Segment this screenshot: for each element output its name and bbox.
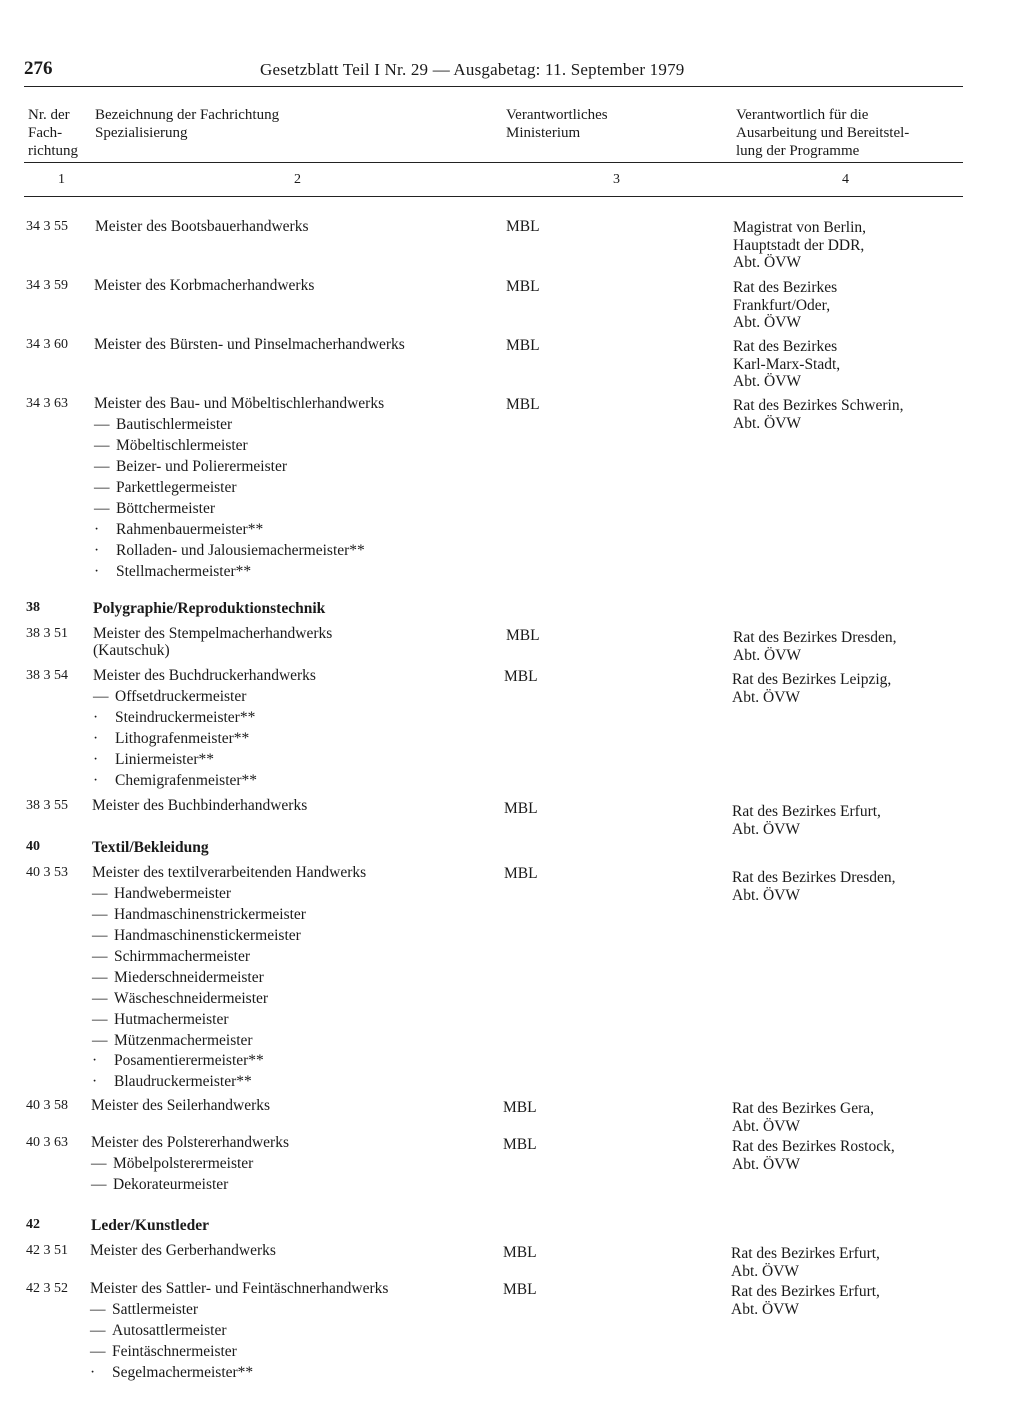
specialization-label: Stellmachermeister**	[116, 563, 252, 580]
bullet-mark: —	[90, 1301, 106, 1318]
specialization-label: Segelmachermeister**	[112, 1364, 254, 1381]
specialization-label: Posamentierermeister**	[114, 1052, 264, 1069]
specialization-label: Handmaschinenstrickermeister	[114, 906, 306, 923]
row-responsible	[733, 397, 903, 432]
column-header-2	[95, 106, 475, 142]
row-ministry: MBL	[506, 278, 540, 295]
specialization-label: Beizer- und Polierermeister	[116, 458, 287, 475]
column-header-1-line: Fach-	[28, 125, 63, 141]
row-title: Meister des Bootsbauerhandwerks	[95, 218, 309, 235]
bullet-mark: —	[92, 948, 108, 965]
row-number: 34 3 55	[26, 219, 68, 234]
bullet-mark: —	[90, 1322, 106, 1339]
responsible-line: Abt. ÖVW	[732, 688, 801, 706]
specialization-item	[93, 730, 249, 748]
bullet-mark: —	[92, 969, 108, 986]
responsible-line: Rat des Bezirkes Erfurt,	[732, 803, 881, 820]
specialization-item	[90, 1301, 198, 1319]
row-number: 40 3 63	[26, 1135, 68, 1150]
responsible-line: Rat des Bezirkes Dresden,	[732, 869, 896, 886]
row-responsible	[732, 869, 896, 904]
row-responsible	[732, 671, 891, 706]
responsible-line: Rat des Bezirkes	[733, 338, 838, 355]
row-ministry: MBL	[503, 1099, 537, 1116]
row-responsible	[732, 1138, 895, 1173]
specialization-label: Handwebermeister	[114, 885, 232, 902]
bullet-mark: —	[92, 885, 108, 902]
column-header-rule	[24, 162, 963, 163]
row-number: 34 3 60	[26, 337, 68, 352]
specialization-item	[94, 563, 251, 581]
section-title: Leder/Kunstleder	[91, 1217, 209, 1234]
column-number-3: 3	[613, 172, 620, 187]
specialization-item	[92, 1032, 253, 1050]
row-number: 34 3 59	[26, 278, 68, 293]
bullet-mark: —	[92, 990, 108, 1007]
bullet-mark: —	[92, 906, 108, 923]
row-number: 40 3 53	[26, 865, 68, 880]
specialization-label: Wäscheschneidermeister	[114, 990, 269, 1007]
responsible-line: Abt. ÖVW	[733, 314, 802, 331]
bullet-mark: ·	[93, 709, 99, 726]
column-number-rule	[24, 196, 963, 197]
responsible-line: Abt. ÖVW	[733, 414, 802, 432]
specialization-item	[92, 927, 301, 945]
bullet-mark: —	[92, 927, 108, 944]
row-ministry: MBL	[503, 1136, 537, 1153]
specialization-label: Möbeltischlermeister	[116, 437, 248, 454]
specialization-label: Blaudruckermeister**	[114, 1073, 252, 1090]
bullet-mark: ·	[93, 772, 99, 789]
page-number: 276	[24, 58, 53, 79]
specialization-label: Böttchermeister	[116, 500, 215, 517]
specialization-item	[92, 906, 306, 924]
column-header-1	[28, 106, 94, 160]
row-title: Meister des Buchbinderhandwerks	[92, 797, 308, 814]
row-title: Meister des Korbmacherhandwerks	[94, 277, 315, 294]
column-header-4-line: Ausarbeitung und Bereitstel-	[736, 125, 910, 141]
responsible-line: Magistrat von Berlin,	[733, 219, 867, 236]
row-title: Meister des Polstererhandwerks	[91, 1134, 290, 1151]
specialization-item	[90, 1322, 227, 1340]
section-number: 42	[26, 1217, 40, 1232]
specialization-label: Sattlermeister	[112, 1301, 199, 1318]
bullet-mark: —	[92, 1032, 108, 1049]
bullet-mark: —	[94, 500, 110, 517]
specialization-item	[92, 1011, 228, 1029]
specialization-label: Feintäschnermeister	[112, 1343, 237, 1360]
row-title: Meister des Seilerhandwerks	[91, 1097, 271, 1114]
row-number: 38 3 51	[26, 626, 68, 641]
specialization-item	[93, 751, 214, 769]
specialization-label: Möbelpolsterermeister	[113, 1155, 254, 1172]
row-title: Meister des Buchdruckerhandwerks	[93, 667, 316, 684]
specialization-item	[92, 1052, 264, 1070]
specialization-item	[92, 885, 231, 903]
row-number: 34 3 63	[26, 396, 68, 411]
bullet-mark: —	[93, 688, 109, 705]
bullet-mark: —	[91, 1155, 107, 1172]
header-rule	[24, 86, 963, 87]
specialization-label: Autosattlermeister	[112, 1322, 227, 1339]
responsible-line: Abt. ÖVW	[732, 1117, 801, 1135]
specialization-label: Schirmmachermeister	[114, 948, 251, 965]
specialization-label: Parkettlegermeister	[116, 479, 237, 496]
row-title: Meister des Gerberhandwerks	[90, 1242, 276, 1259]
responsible-line: Rat des Bezirkes Rostock,	[732, 1138, 895, 1155]
responsible-line: Abt. ÖVW	[732, 886, 801, 904]
responsible-line: Hauptstadt der DDR,	[733, 236, 865, 254]
row-number: 42 3 52	[26, 1281, 68, 1296]
row-number: 38 3 54	[26, 668, 68, 683]
specialization-item	[91, 1155, 253, 1173]
row-responsible	[733, 279, 837, 332]
specialization-item	[91, 1176, 228, 1194]
bullet-mark: ·	[93, 751, 99, 768]
specialization-item	[93, 772, 257, 790]
row-responsible	[732, 1100, 874, 1135]
column-header-4	[736, 106, 966, 160]
row-responsible	[731, 1283, 880, 1318]
row-title: Meister des Bau- und Möbeltischlerhandwerks	[94, 395, 385, 412]
row-title: Meister des Stempelmacherhandwerks	[93, 625, 333, 642]
responsible-line: Abt. ÖVW	[731, 1262, 800, 1280]
specialization-item	[94, 542, 365, 560]
page-header-title: Gesetzblatt Teil I Nr. 29 — Ausgabetag: 11. September 1979	[260, 60, 685, 79]
row-ministry: MBL	[506, 627, 540, 644]
bullet-mark: ·	[94, 563, 100, 580]
specialization-label: Dekorateurmeister	[113, 1176, 229, 1193]
specialization-item	[90, 1364, 253, 1382]
responsible-line: Rat des Bezirkes Schwerin,	[733, 397, 904, 414]
row-title: Meister des Bürsten- und Pinselmacherhandwerks	[94, 336, 405, 353]
specialization-item	[92, 948, 250, 966]
bullet-mark: ·	[92, 1052, 98, 1069]
specialization-label: Bautischlermeister	[116, 416, 233, 433]
bullet-mark: —	[94, 479, 110, 496]
responsible-line: Abt. ÖVW	[733, 373, 802, 390]
row-number: 42 3 51	[26, 1243, 68, 1258]
responsible-line: Abt. ÖVW	[732, 1155, 801, 1173]
column-header-3-line: Verantwortliches	[506, 107, 608, 123]
specialization-item	[92, 969, 264, 987]
responsible-line: Rat des Bezirkes Leipzig,	[732, 671, 892, 688]
section-number: 40	[26, 839, 40, 854]
bullet-mark: —	[94, 458, 110, 475]
column-header-1-line: Nr. der	[28, 107, 70, 123]
column-number-2: 2	[294, 172, 301, 187]
row-ministry: MBL	[504, 865, 538, 882]
specialization-item	[90, 1343, 237, 1361]
row-ministry: MBL	[503, 1281, 537, 1298]
row-title-continuation: (Kautschuk)	[93, 642, 170, 659]
specialization-item	[94, 521, 263, 539]
bullet-mark: ·	[90, 1364, 96, 1381]
specialization-item	[92, 1073, 252, 1091]
row-ministry: MBL	[504, 668, 538, 685]
responsible-line: Abt. ÖVW	[731, 1300, 800, 1318]
specialization-label: Liniermeister**	[115, 751, 214, 768]
responsible-line: Karl-Marx-Stadt,	[733, 355, 841, 373]
responsible-line: Rat des Bezirkes Erfurt,	[731, 1245, 880, 1262]
specialization-item	[93, 688, 246, 706]
row-ministry: MBL	[503, 1244, 537, 1261]
specialization-label: Rahmenbauermeister**	[116, 521, 264, 538]
row-responsible	[731, 1245, 880, 1280]
bullet-mark: —	[94, 416, 110, 433]
section-title: Textil/Bekleidung	[92, 839, 209, 856]
row-number: 38 3 55	[26, 798, 68, 813]
row-responsible	[733, 219, 866, 272]
specialization-label: Lithografenmeister**	[115, 730, 250, 747]
responsible-line: Rat des Bezirkes Erfurt,	[731, 1283, 880, 1300]
column-header-3	[506, 106, 706, 142]
section-number: 38	[26, 600, 40, 615]
specialization-item	[93, 709, 255, 727]
responsible-line: Abt. ÖVW	[733, 254, 802, 271]
specialization-label: Hutmachermeister	[114, 1011, 229, 1028]
specialization-label: Offsetdruckermeister	[115, 688, 247, 705]
row-ministry: MBL	[504, 800, 538, 817]
column-number-4: 4	[842, 172, 849, 187]
bullet-mark: ·	[93, 730, 99, 747]
row-responsible	[732, 803, 881, 838]
row-ministry: MBL	[506, 396, 540, 413]
column-header-4-line: lung der Programme	[736, 143, 860, 159]
specialization-item	[94, 437, 248, 455]
column-header-2-line: Bezeichnung der Fachrichtung	[95, 107, 280, 123]
row-responsible	[733, 338, 840, 391]
specialization-label: Handmaschinenstickermeister	[114, 927, 301, 944]
row-responsible	[733, 629, 897, 664]
specialization-label: Rolladen- und Jalousiemachermeister**	[116, 542, 365, 559]
bullet-mark: ·	[94, 542, 100, 559]
bullet-mark: —	[91, 1176, 107, 1193]
responsible-line: Frankfurt/Oder,	[733, 296, 831, 314]
responsible-line: Rat des Bezirkes	[733, 279, 838, 296]
section-title: Polygraphie/Reproduktionstechnik	[93, 600, 326, 617]
column-number-1: 1	[58, 172, 65, 187]
row-title: Meister des textilverarbeitenden Handwerks	[92, 864, 367, 881]
specialization-label: Chemigrafenmeister**	[115, 772, 258, 789]
specialization-item	[92, 990, 268, 1008]
bullet-mark: ·	[94, 521, 100, 538]
bullet-mark: —	[92, 1011, 108, 1028]
column-header-1-line: richtung	[28, 143, 78, 159]
bullet-mark: —	[90, 1343, 106, 1360]
bullet-mark: —	[94, 437, 110, 454]
specialization-label: Mützenmachermeister	[114, 1032, 253, 1049]
column-header-4-line: Verantwortlich für die	[736, 107, 869, 123]
responsible-line: Abt. ÖVW	[732, 820, 801, 838]
specialization-item	[94, 479, 237, 497]
responsible-line: Rat des Bezirkes Dresden,	[733, 629, 897, 646]
responsible-line: Abt. ÖVW	[733, 646, 802, 664]
responsible-line: Rat des Bezirkes Gera,	[732, 1100, 875, 1117]
specialization-item	[94, 500, 215, 518]
row-number: 40 3 58	[26, 1098, 68, 1113]
column-header-2-line: Spezialisierung	[95, 125, 188, 141]
row-ministry: MBL	[506, 337, 540, 354]
row-title: Meister des Sattler- und Feintäschnerhandwerks	[90, 1280, 389, 1297]
column-header-3-line: Ministerium	[506, 125, 581, 141]
specialization-label: Steindruckermeister**	[115, 709, 256, 726]
specialization-label: Miederschneidermeister	[114, 969, 264, 986]
specialization-item	[94, 458, 287, 476]
specialization-item	[94, 416, 232, 434]
row-ministry: MBL	[506, 218, 540, 235]
bullet-mark: ·	[92, 1073, 98, 1090]
